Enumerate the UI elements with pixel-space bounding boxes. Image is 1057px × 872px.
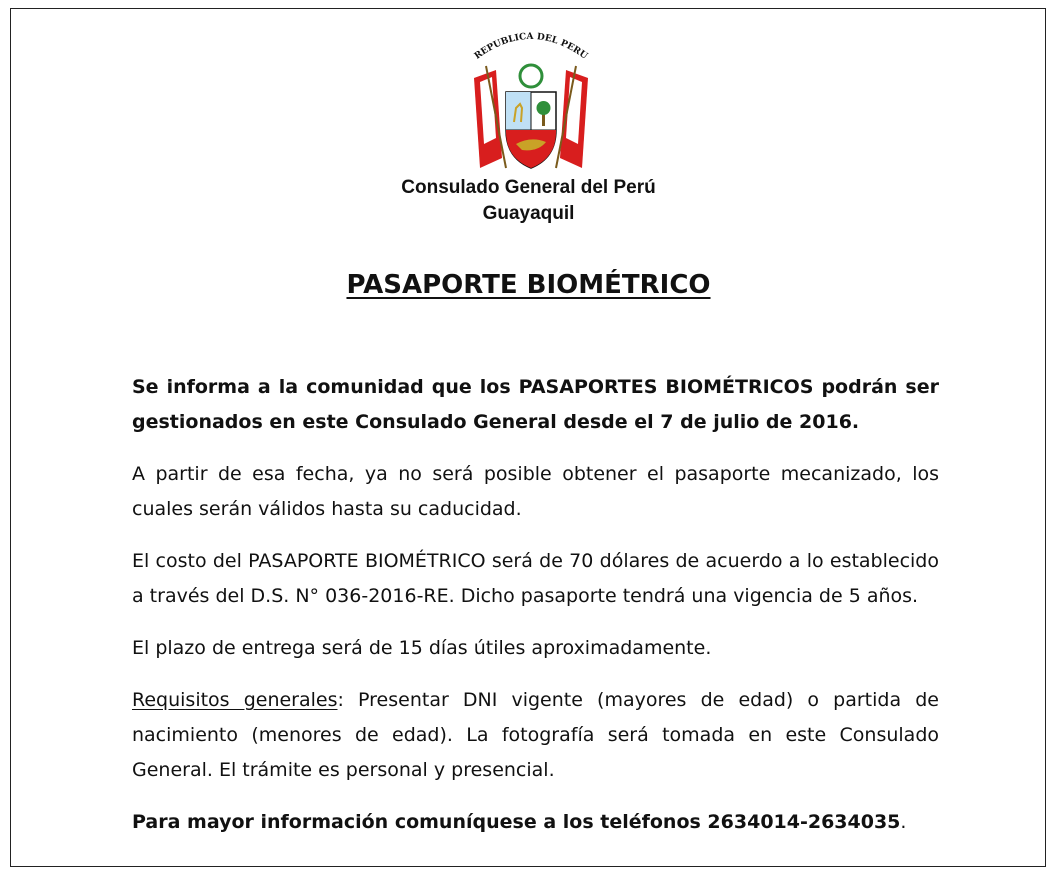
document-title-text: PASAPORTE BIOMÉTRICO (346, 270, 711, 300)
document-body (132, 370, 939, 857)
requirements-paragraph (132, 683, 939, 788)
document-title (0, 270, 1057, 300)
contact-paragraph (132, 805, 939, 840)
contact-period: . (900, 811, 907, 833)
requirements-label: Requisitos generales (132, 689, 338, 711)
consulate-name: Consulado General del Perú (401, 177, 656, 198)
cost-paragraph: El costo del PASAPORTE BIOMÉTRICO será de 70 dólares de acuerdo a lo establecido a través del D.S. N° 036-2016-RE. Dicho pasaporte tendrá una vigencia de 5 años. (132, 550, 939, 607)
requirements-colon: : (337, 689, 344, 711)
announcement-paragraph: Se informa a la comunidad que los PASAPORTES BIOMÉTRICOS podrán ser gestionados en este Consulado General desde el 7 de julio de 2016. (132, 376, 939, 433)
seal-caption: REPUBLICA DEL PERU (472, 31, 590, 62)
peru-coat-of-arms (466, 18, 596, 178)
delivery-time-paragraph: El plazo de entrega será de 15 días útiles aproximadamente. (132, 637, 712, 659)
requirements-text: Presentar DNI vigente (mayores de edad) o partida de nacimiento (menores de edad). La fotografía será tomada en este Consulado General. El trámite es personal y presencial. (132, 689, 939, 781)
contact-text: Para mayor información comuníquese a los teléfonos 2634014-2634035 (132, 811, 901, 833)
mechanized-passport-paragraph: A partir de esa fecha, ya no será posible obtener el pasaporte mecanizado, los cuales serán válidos hasta su caducidad. (132, 463, 939, 520)
svg-text:REPUBLICA DEL PERU (473, 32, 589, 62)
consulate-city: Guayaquil (482, 203, 575, 224)
